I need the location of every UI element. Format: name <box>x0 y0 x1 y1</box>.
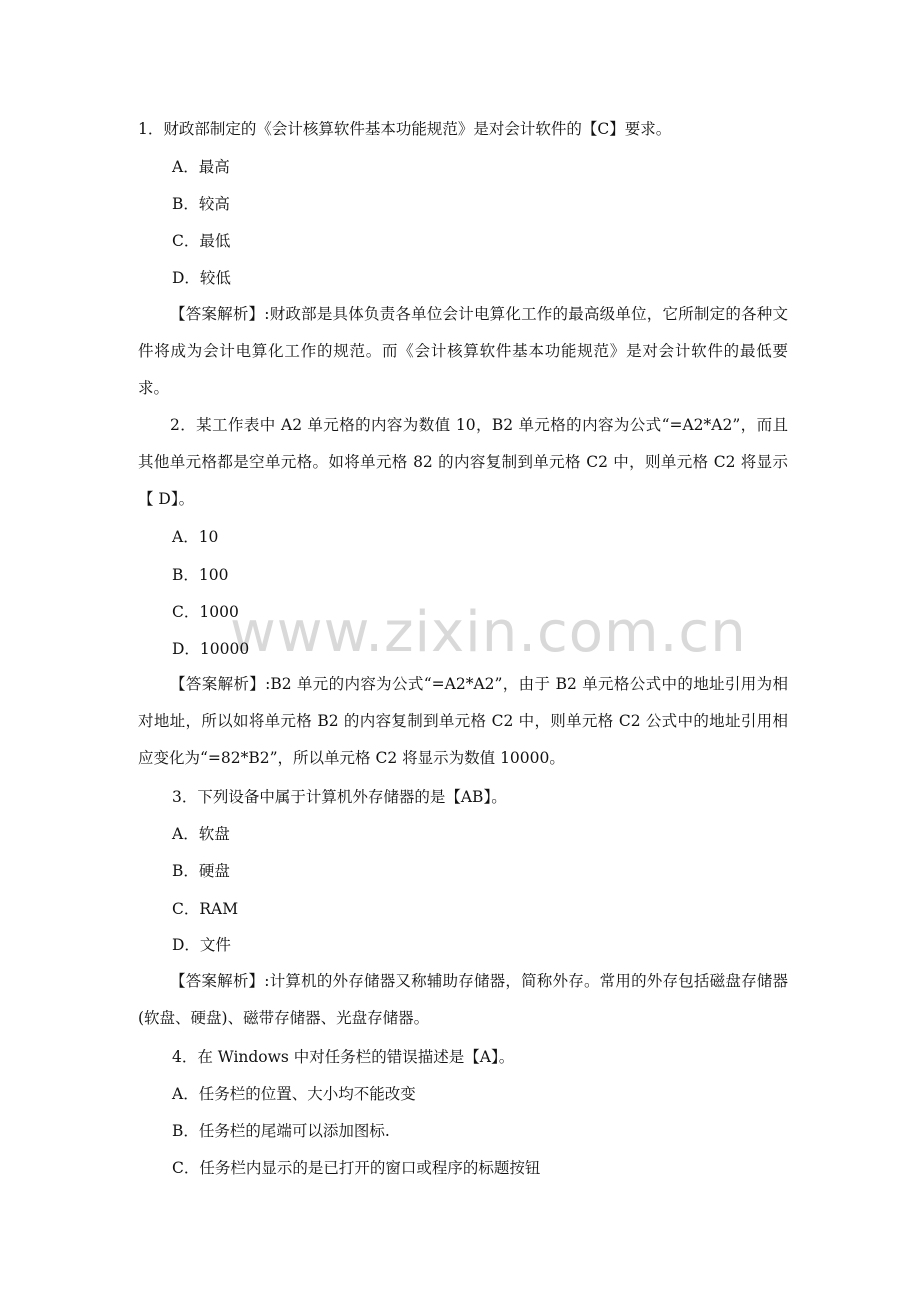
question-3-stem: 3．下列设备中属于计算机外存储器的是【AB】。 <box>172 788 507 806</box>
question-4-stem: 4．在 Windows 中对任务栏的错误描述是【A】。 <box>172 1048 515 1066</box>
question-4-option-c: C．任务栏内显示的是已打开的窗口或程序的标题按钮 <box>172 1159 541 1177</box>
question-1-stem: 1．财政部制定的《会计核算软件基本功能规范》是对会计软件的【C】要求。 <box>138 120 672 138</box>
question-1-analysis: 【答案解析】:财政部是具体负责各单位会计电算化工作的最高级单位，它所制定的各种文件将成为会计电算化工作的规范。而《会计核算软件基本功能规范》是对会计软件的最低要求。 <box>138 305 788 397</box>
question-3-option-a: A．软盘 <box>172 825 230 843</box>
question-2-option-d: D．10000 <box>172 640 250 658</box>
question-2-stem: 2．某工作表中 A2 单元格的内容为数值 10，B2 单元格的内容为公式“=A2*A2”，而且其他单元格都是空单元格。如将单元格 82 的内容复制到单元格 C2 中，则单元格 C2 将显示【 D】。 <box>138 416 788 508</box>
question-2-option-a: A．10 <box>172 528 219 546</box>
watermark: www.zixin.com.cn <box>230 600 747 665</box>
question-4-option-b: B．任务栏的尾端可以添加图标. <box>172 1122 390 1140</box>
question-3-analysis: 【答案解析】:计算机的外存储器又称辅助存储器，简称外存。常用的外存包括磁盘存储器(软盘、硬盘)、磁带存储器、光盘存储器。 <box>138 972 788 1027</box>
question-1-option-d: D．较低 <box>172 269 231 287</box>
question-3-option-b: B．硬盘 <box>172 862 230 880</box>
question-3-option-d: D．文件 <box>172 936 231 954</box>
question-4-option-a: A．任务栏的位置、大小均不能改变 <box>172 1085 416 1103</box>
question-2-option-c: C．1000 <box>172 603 239 621</box>
question-1-option-b: B．较高 <box>172 195 230 213</box>
question-2-option-b: B．100 <box>172 566 229 584</box>
question-3-option-c: C．RAM <box>172 900 239 918</box>
question-2-analysis: 【答案解析】:B2 单元的内容为公式“=A2*A2”，由于 B2 单元格公式中的地址引用为相对地址，所以如将单元格 B2 的内容复制到单元格 C2 中，则单元格 C2 公式中的地址引用相应变化为“=82*B2”，所以单元格 C2 将显示为数值 10000。 <box>138 675 788 767</box>
question-1-option-a: A．最高 <box>172 158 230 176</box>
question-1-option-c: C．最低 <box>172 232 231 250</box>
